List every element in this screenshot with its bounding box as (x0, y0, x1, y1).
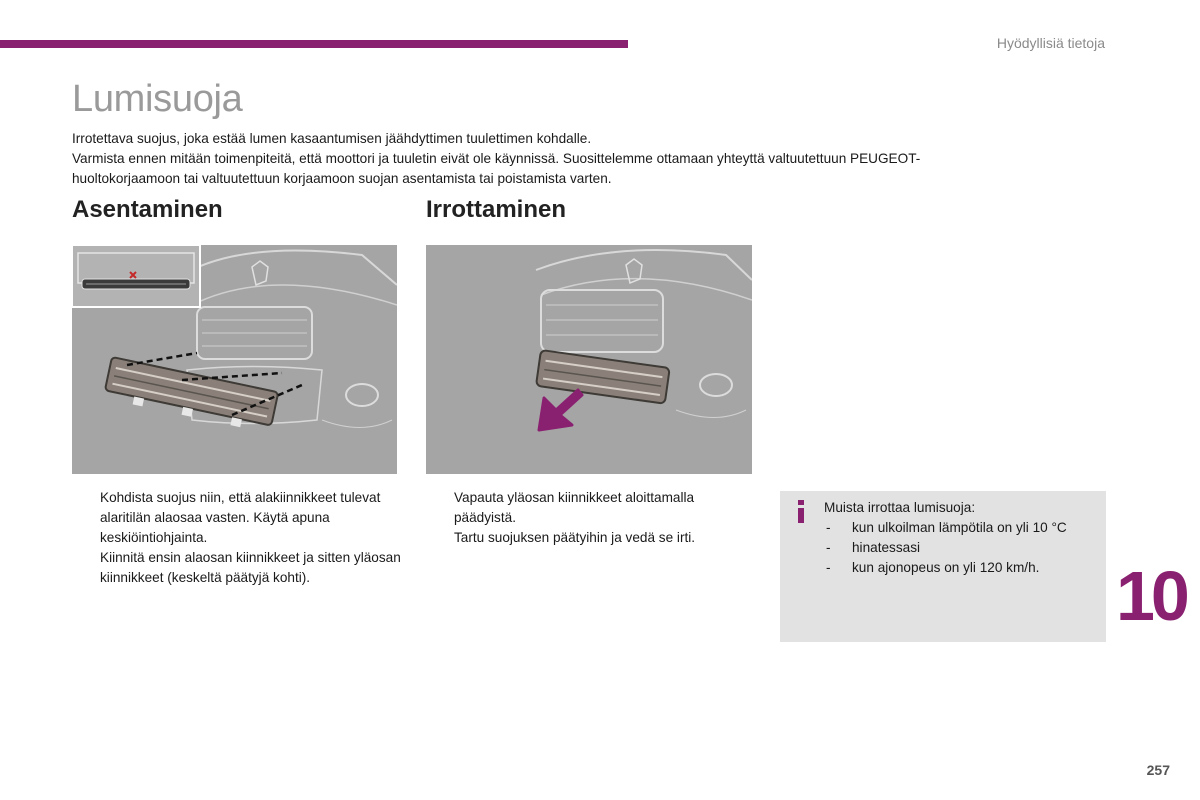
step-text: Tartu suojuksen päätyihin ja vedä se irti. (454, 530, 696, 545)
info-item-text: kun ulkoilman lämpötila on yli 10 °C (852, 520, 1067, 535)
list-item (426, 488, 756, 528)
removal-drawing (426, 245, 752, 474)
info-list (824, 518, 1104, 578)
info-intro: Muista irrottaa lumisuoja: (824, 500, 976, 515)
section-name: Hyödyllisiä tietoja (996, 35, 1105, 51)
snow-guard-installation-illustration (72, 245, 397, 474)
dash-marker: - (826, 540, 831, 555)
installing-heading: Asentaminen (72, 196, 223, 223)
list-item (426, 528, 756, 548)
snow-guard-removal-illustration (426, 245, 752, 474)
step-text: Kiinnitä ensin alaosan kiinnikkeet ja sitten yläosan kiinnikkeet (keskeltä päätyjä kohti). (100, 550, 401, 585)
dash-marker: - (826, 520, 831, 535)
installing-steps (72, 488, 407, 588)
info-item-text: kun ajonopeus on yli 120 km/h. (852, 560, 1040, 575)
page-title: Lumisuoja (72, 78, 243, 120)
step-text: Kohdista suojus niin, että alakiinnikkeet tulevat alaritilän alaosaa vasten. Käytä apuna keskiöintiohjainta. (100, 490, 381, 545)
page-number: 257 (1146, 762, 1170, 778)
installation-drawing (72, 245, 397, 474)
list-item (72, 548, 407, 588)
removing-heading: Irrottaminen (426, 196, 567, 223)
list-item (824, 558, 1104, 578)
list-item (72, 488, 407, 548)
intro-text (72, 129, 992, 189)
info-box (780, 491, 1106, 642)
info-item-text: hinatessasi (852, 540, 921, 555)
list-item (824, 518, 1104, 538)
info-text (824, 498, 1104, 578)
dash-marker: - (826, 560, 831, 575)
list-item (824, 538, 1104, 558)
header-accent-bar (0, 40, 628, 48)
step-text: Vapauta yläosan kiinnikkeet aloittamalla päädyistä. (454, 490, 695, 525)
intro-paragraph: Varmista ennen mitään toimenpiteitä, että moottori ja tuuletin eivät ole käynnissä. Suosittelemme ottamaan yhteyttä valtuutettuun PEUGEOT-huoltokorjaamoon tai valtuutettuun korjaamoon suojan asentamista tai poistamista varten. (72, 151, 921, 186)
removing-steps (426, 488, 756, 548)
intro-paragraph: Irrotettava suojus, joka estää lumen kasaantumisen jäähdyttimen tuulettimen kohdalle. (72, 131, 592, 146)
info-icon (796, 500, 806, 526)
chapter-number: 10 (1116, 557, 1186, 635)
